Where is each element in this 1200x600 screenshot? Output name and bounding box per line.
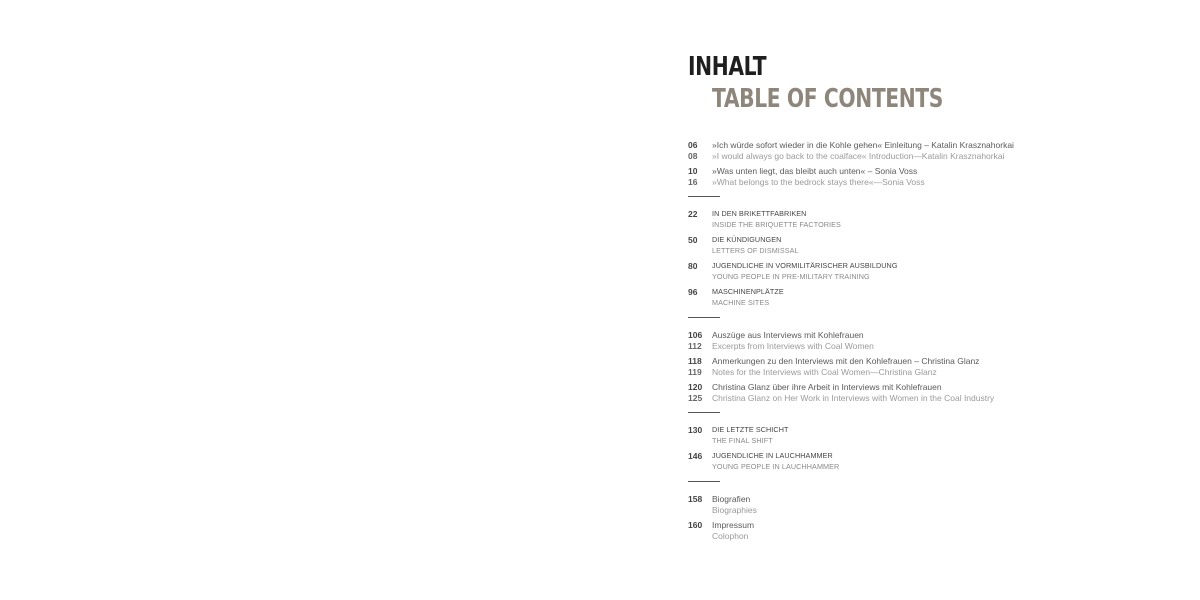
page-number-german: 146 xyxy=(688,451,703,461)
entry-title-english: INSIDE THE BRIQUETTE FACTORIES xyxy=(712,219,841,229)
toc-entry[interactable] xyxy=(688,382,1188,403)
toc-entry[interactable] xyxy=(688,494,1188,515)
page-number-german: 22 xyxy=(688,209,698,219)
entry-title-english: Excerpts from Interviews with Coal Women xyxy=(712,340,874,351)
title-english: TABLE OF CONTENTS xyxy=(712,84,943,114)
entry-title-german: Auszüge aus Interviews mit Kohlefrauen xyxy=(712,330,864,340)
page-number-english xyxy=(688,531,712,542)
page-number-german: 120 xyxy=(688,382,703,392)
entry-title-german: JUGENDLICHE IN VORMILITÄRISCHER AUSBILDUNG xyxy=(712,261,898,270)
entry-title-english: THE FINAL SHIFT xyxy=(712,435,773,445)
entry-title-english: YOUNG PEOPLE IN LAUCHHAMMER xyxy=(712,461,840,471)
page-number-english: 125 xyxy=(688,392,703,403)
entry-title-german: Impressum xyxy=(712,520,755,530)
title-german: INHALT xyxy=(688,52,767,82)
toc-entry[interactable] xyxy=(688,209,1188,230)
toc-entry[interactable] xyxy=(688,287,1188,308)
toc-entry[interactable] xyxy=(688,356,1188,377)
page-number-english xyxy=(688,272,712,283)
page-number-english xyxy=(688,298,712,309)
entry-title-english: Colophon xyxy=(712,530,749,541)
page-number-english xyxy=(688,246,712,257)
table-of-contents xyxy=(688,140,1188,546)
page-number-german: 106 xyxy=(688,330,703,340)
toc-entry[interactable] xyxy=(688,520,1188,541)
section-divider xyxy=(688,196,720,197)
toc-group xyxy=(688,140,1188,187)
section-divider xyxy=(688,481,720,482)
toc-entry[interactable] xyxy=(688,166,1188,187)
page-number-german: 130 xyxy=(688,425,703,435)
page-number-german: 160 xyxy=(688,520,703,530)
entry-title-english: MACHINE SITES xyxy=(712,297,770,307)
toc-entry[interactable] xyxy=(688,451,1188,472)
entry-title-german: DIE LETZTE SCHICHT xyxy=(712,425,789,434)
page-number-english xyxy=(688,220,712,231)
page-number-english: 08 xyxy=(688,150,698,161)
page-number-german: 158 xyxy=(688,494,703,504)
entry-title-german: IN DEN BRIKETTFABRIKEN xyxy=(712,209,807,218)
entry-title-english: Christina Glanz on Her Work in Interviews with Women in the Coal Industry xyxy=(712,392,995,403)
entry-title-german: Anmerkungen zu den Interviews mit den Kohlefrauen – Christina Glanz xyxy=(712,356,980,366)
page-title xyxy=(688,52,1008,114)
toc-group xyxy=(688,425,1188,472)
section-divider xyxy=(688,317,720,318)
toc-group xyxy=(688,330,1188,403)
page-number-german: 118 xyxy=(688,356,702,366)
entry-title-english: »What belongs to the bedrock stays there«—Sonia Voss xyxy=(712,176,925,187)
page-number-german: 80 xyxy=(688,261,698,271)
entry-title-german: Biografien xyxy=(712,494,751,504)
entry-title-german: DIE KÜNDIGUNGEN xyxy=(712,235,782,244)
entry-title-german: JUGENDLICHE IN LAUCHHAMMER xyxy=(712,451,833,460)
page-number-german: 50 xyxy=(688,235,698,245)
page-number-german: 06 xyxy=(688,140,698,150)
page-number-english xyxy=(688,436,712,447)
page-number-english: 16 xyxy=(688,176,698,187)
entry-title-english: Biographies xyxy=(712,504,757,515)
entry-title-english: »I would always go back to the coalface« Introduction—Katalin Krasznahorkai xyxy=(712,150,1005,161)
page-number-english: 119 xyxy=(688,366,702,377)
toc-entry[interactable] xyxy=(688,425,1188,446)
page-number-german: 10 xyxy=(688,166,698,176)
toc-group xyxy=(688,209,1188,308)
toc-entry[interactable] xyxy=(688,140,1188,161)
page-number-english: 112 xyxy=(688,340,702,351)
entry-title-german: Christina Glanz über ihre Arbeit in Interviews mit Kohlefrauen xyxy=(712,382,942,392)
entry-title-english: LETTERS OF DISMISSAL xyxy=(712,245,799,255)
page-number-english xyxy=(688,462,712,473)
toc-group xyxy=(688,494,1188,541)
page-number-english xyxy=(688,505,712,516)
toc-entry[interactable] xyxy=(688,235,1188,256)
entry-title-english: YOUNG PEOPLE IN PRE-MILITARY TRAINING xyxy=(712,271,870,281)
entry-title-english: Notes for the Interviews with Coal Women—Christina Glanz xyxy=(712,366,937,377)
toc-entry[interactable] xyxy=(688,261,1188,282)
entry-title-german: »Ich würde sofort wieder in die Kohle gehen« Einleitung – Katalin Krasznahorkai xyxy=(712,140,1014,150)
section-divider xyxy=(688,412,720,413)
toc-entry[interactable] xyxy=(688,330,1188,351)
right-page xyxy=(600,0,1200,600)
entry-title-german: MASCHINENPLÄTZE xyxy=(712,287,784,296)
entry-title-german: »Was unten liegt, das bleibt auch unten« – Sonia Voss xyxy=(712,166,918,176)
page-number-german: 96 xyxy=(688,287,698,297)
